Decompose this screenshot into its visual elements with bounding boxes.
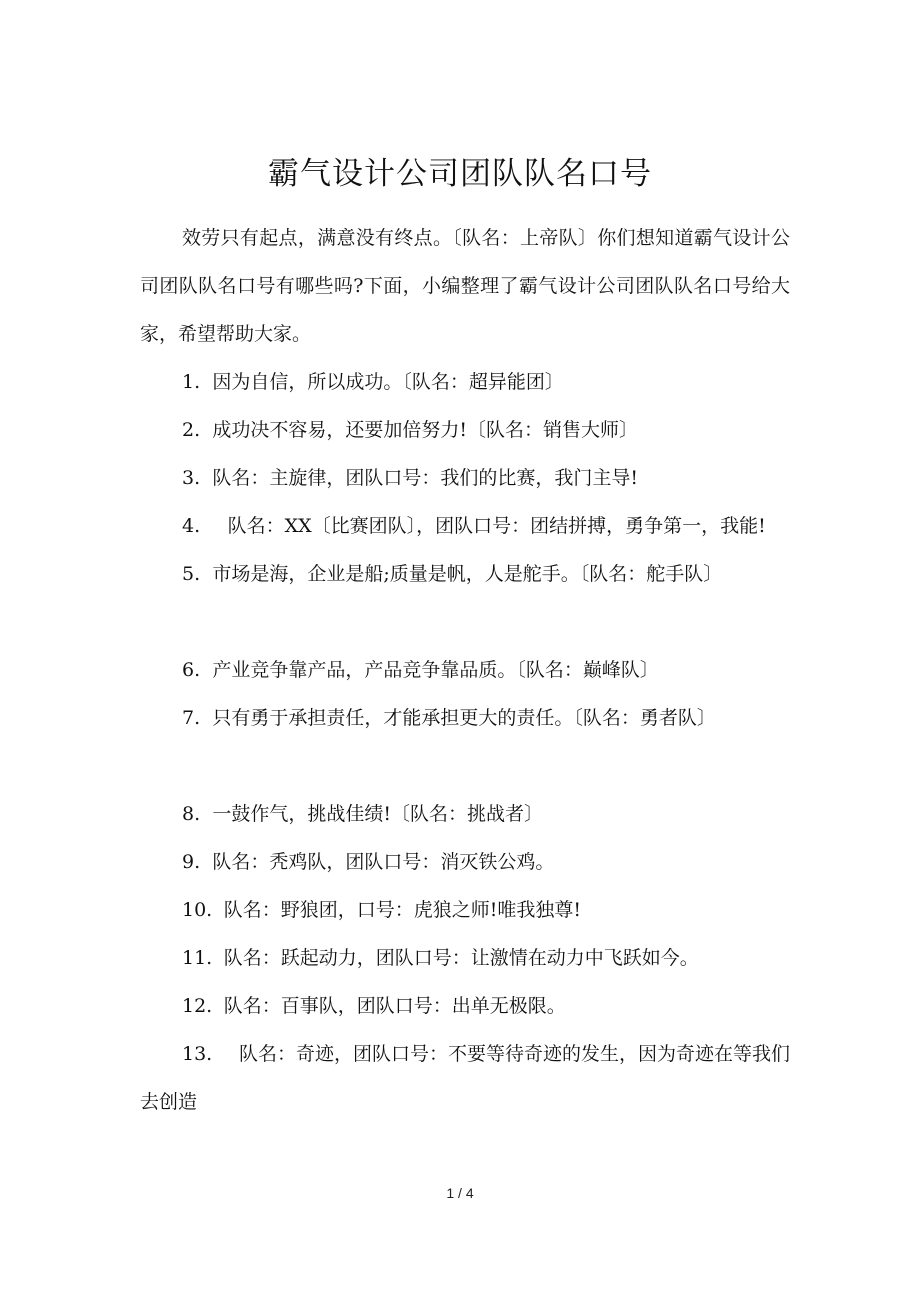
list-item bbox=[140, 886, 790, 934]
list-item bbox=[140, 406, 790, 454]
document-body bbox=[140, 214, 790, 1126]
item-text: 产业竞争靠产品，产品竞争靠品质。〔队名：巅峰队〕 bbox=[212, 659, 659, 681]
item-number: 13. bbox=[182, 1043, 213, 1065]
item-text: 只有勇于承担责任，才能承担更大的责任。〔队名：勇者队〕 bbox=[212, 707, 716, 729]
intro-paragraph: 效劳只有起点，满意没有终点。〔队名：上帝队〕你们想知道霸气设计公司团队队名口号有哪些吗?下面，小编整理了霸气设计公司团队队名口号给大家，希望帮助大家。 bbox=[140, 227, 790, 345]
list-item bbox=[140, 1030, 790, 1126]
blank-line bbox=[140, 742, 790, 790]
item-text: 市场是海，企业是船;质量是帆，人是舵手。〔队名：舵手队〕 bbox=[212, 563, 723, 585]
item-number: 4. bbox=[182, 515, 201, 537]
item-text: 成功决不容易，还要加倍努力!〔队名：销售大师〕 bbox=[212, 419, 639, 441]
item-text: 队名：主旋律，团队口号：我们的比赛，我门主导! bbox=[212, 467, 639, 489]
list-item bbox=[140, 502, 790, 550]
list-item bbox=[140, 646, 790, 694]
item-text: 队名：奇迹，团队口号：不要等待奇迹的发生，因为奇迹在等我们去创造 bbox=[140, 1043, 791, 1113]
item-number: 12. bbox=[182, 995, 213, 1017]
item-number: 2. bbox=[182, 419, 201, 441]
list-item bbox=[140, 838, 790, 886]
list-item bbox=[140, 934, 790, 982]
page-number: 1 / 4 bbox=[446, 1185, 474, 1201]
item-number: 8. bbox=[182, 803, 201, 825]
item-text: 队名：XX〔比赛团队〕，团队口号：团结拼搏，勇争第一，我能! bbox=[227, 515, 766, 537]
item-number: 1. bbox=[182, 371, 201, 393]
document-title: 霸气设计公司团队队名口号 bbox=[268, 156, 652, 192]
item-number: 3. bbox=[182, 467, 201, 489]
item-text: 队名：跃起动力，团队口号：让激情在动力中飞跃如今。 bbox=[223, 947, 699, 969]
item-text: 队名：野狼团，口号：虎狼之师!唯我独尊! bbox=[223, 899, 582, 921]
item-number: 5. bbox=[182, 563, 201, 585]
item-text: 一鼓作气，挑战佳绩!〔队名：挑战者〕 bbox=[212, 803, 544, 825]
list-item bbox=[140, 454, 790, 502]
item-number: 6. bbox=[182, 659, 201, 681]
item-text: 队名：百事队，团队口号：出单无极限。 bbox=[223, 995, 566, 1017]
list-item bbox=[140, 550, 790, 598]
blank-line bbox=[140, 598, 790, 646]
list-item bbox=[140, 982, 790, 1030]
item-number: 10. bbox=[182, 899, 213, 921]
item-text: 队名：秃鸡队，团队口号：消灭铁公鸡。 bbox=[212, 851, 555, 873]
list-item bbox=[140, 358, 790, 406]
item-number: 9. bbox=[182, 851, 201, 873]
item-text: 因为自信，所以成功。〔队名：超异能团〕 bbox=[212, 371, 564, 393]
list-item bbox=[140, 790, 790, 838]
list-item bbox=[140, 694, 790, 742]
item-number: 11. bbox=[182, 947, 213, 969]
item-number: 7. bbox=[182, 707, 201, 729]
